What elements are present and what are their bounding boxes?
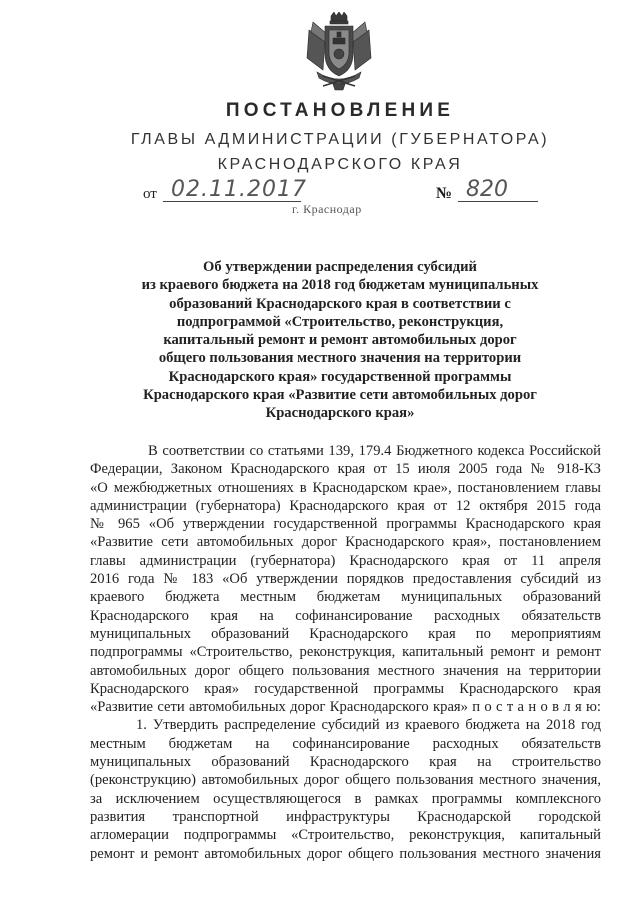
body-line: краевого бюджета местным бюджетам муниципальных образований — [90, 589, 601, 606]
body-line: подпрограммы «Строительство, реконструкция, капитальный ремонт и ремонт — [90, 644, 601, 661]
body-line: «Развитие сети автомобильных дорог Краснодарского края», постановлением — [90, 534, 601, 551]
heading-line: Краснодарского края «Развитие сети автомобильных дорог — [143, 387, 537, 404]
body-line: автомобильных дорог общего пользования местного значения на территории — [90, 662, 601, 679]
body-line-item-1: 1. Утвердить распределение субсидий из краевого бюджета на 2018 год — [136, 717, 601, 734]
body-line: администрации (губернатора) Краснодарского края от 12 октября 2015 года — [90, 497, 601, 514]
number-value: 820 — [458, 176, 538, 202]
issuer-line-2: КРАСНОДАРСКОГО КРАЯ — [217, 156, 463, 173]
heading-line: подпрограммой «Строительство, реконструкция, — [176, 313, 504, 330]
document-title: ПОСТАНОВЛЕНИЕ — [225, 100, 455, 121]
body-line: В соответствии со статьями 139, 179.4 Бюджетного кодекса Российской — [148, 443, 601, 459]
body-line: (реконструкцию) автомобильных дорог общего пользования местного значения, — [90, 772, 601, 789]
body-line: муниципальных образований Краснодарского края на строительство — [90, 754, 601, 771]
body-line: Краснодарского края» государственной программы Краснодарского края — [90, 680, 601, 697]
body-line: местным бюджетам на софинансирование расходных обязательств — [90, 735, 601, 752]
date-prefix: от — [143, 186, 157, 202]
heading-line: Об утверждении распределения субсидий — [203, 259, 477, 275]
body-line: ремонт и ремонт автомобильных дорог общего пользования местного значения — [90, 845, 601, 862]
body-line: 2016 года № 183 «Об утверждении порядков предоставления субсидий из — [90, 571, 601, 588]
heading-line: образований Краснодарского края в соответствии с — [169, 295, 511, 312]
issuer-line-1: ГЛАВЫ АДМИНИСТРАЦИИ (ГУБЕРНАТОРА) — [130, 131, 550, 148]
body-line: Федерации, Законом Краснодарского края от 15 июля 2005 года № 918-КЗ — [90, 461, 601, 478]
body-line: за исключением осуществляющегося в рамках программы комплексного — [90, 790, 601, 807]
date-value: 02.11.2017 — [163, 176, 301, 202]
resolution-heading — [90, 258, 590, 423]
city-label: г. Краснодар — [292, 202, 362, 216]
heading-line: общего пользования местного значения на территории — [158, 350, 522, 367]
heading-line: из краевого бюджета на 2018 год бюджетам муниципальных — [141, 277, 539, 294]
heading-line: Краснодарского края» — [265, 405, 415, 422]
body-line: муниципальных образований Краснодарского края по мероприятиям — [90, 625, 601, 642]
body-line-resolve: «Развитие сети автомобильных дорог Краснодарского края» п о с т а н о в л я ю: — [90, 699, 601, 716]
heading-line: капитальный ремонт и ремонт автомобильных дорог — [163, 332, 517, 349]
body-line: № 965 «Об утверждении государственной программы Краснодарского края — [90, 516, 601, 533]
coat-of-arms-icon — [303, 12, 375, 92]
number-prefix: № — [436, 185, 453, 202]
body-line: «О межбюджетных отношениях в Краснодарском крае», постановлением главы — [90, 479, 601, 496]
body-line: главы администрации (губернатора) Краснодарского края от 11 апреля — [90, 552, 601, 569]
body-line: агломерации подпрограммы «Строительство, реконструкция, капитальный — [90, 827, 601, 844]
body-line: развития транспортной инфраструктуры Краснодарской городской — [90, 808, 601, 825]
body-line: Краснодарского края на софинансирование расходных обязательств — [90, 607, 601, 624]
resolution-body — [90, 442, 601, 863]
heading-line: Краснодарского края» государственной программы — [168, 368, 512, 385]
